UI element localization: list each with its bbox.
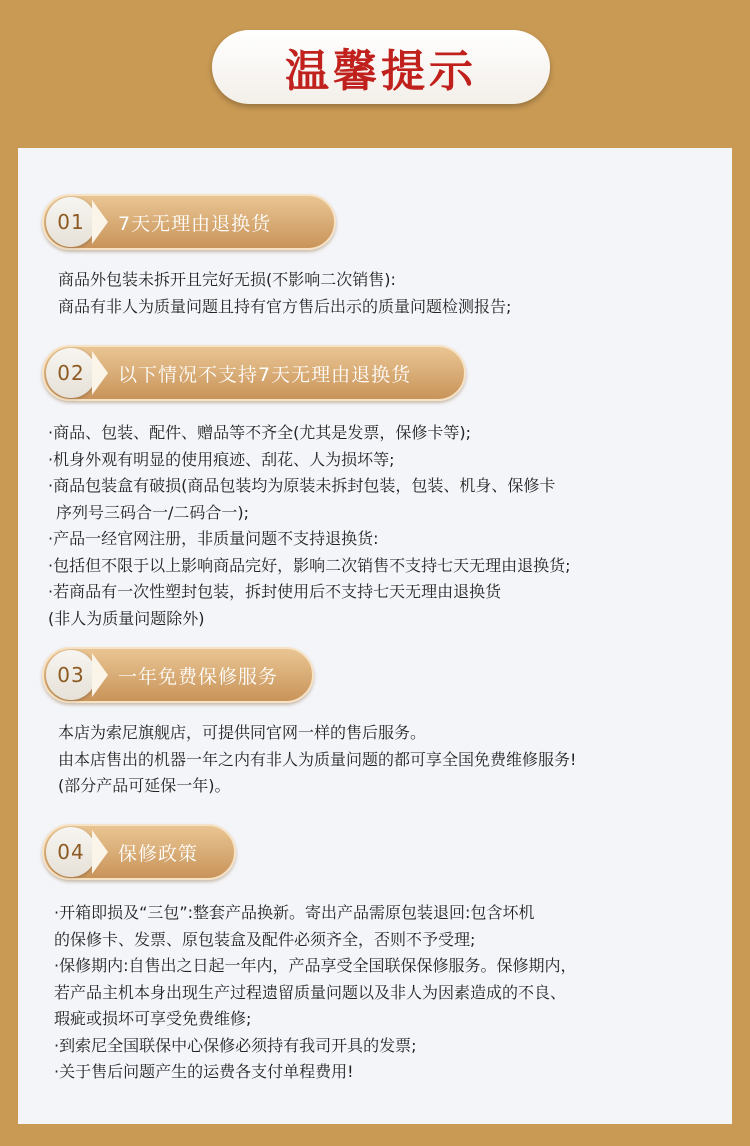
section-04-number: 04 [46,827,96,877]
text-line: ·到索尼全国联保中心保修必须持有我司开具的发票; [54,1035,417,1055]
section-01-header [42,194,336,250]
arrow-icon [92,653,108,697]
section-01-body [58,267,728,320]
text-line: ·包括但不限于以上影响商品完好，影响二次销售不支持七天无理由退换货; [48,555,571,575]
text-line: 若产品主机本身出现生产过程遗留质量问题以及非人为因素造成的不良、 [54,982,567,1002]
text-line: 序列号三码合一/二码合一); [56,502,250,522]
text-line: ·保修期内:自售出之日起一年内，产品享受全国联保保修服务。保修期内， [54,956,577,975]
arrow-icon [92,351,108,395]
text-line: ·产品一经官网注册，非质量问题不支持退换货: [48,529,379,548]
section-04-title: 保修政策 [118,842,199,865]
text-line: 的保修卡、发票、原包装盒及配件必须齐全，否则不予受理; [54,929,476,949]
notice-card [18,148,732,1124]
section-02-title: 以下情况不支持7天无理由退换货 [118,363,412,386]
text-line: ·关于售后问题产生的运费各支付单程费用! [54,1062,354,1081]
section-01-title: 7天无理由退换货 [118,212,272,235]
section-01-number: 01 [46,197,96,247]
text-line: 商品有非人为质量问题且持有官方售后出示的质量问题检测报告; [58,296,512,316]
section-03-body [58,720,728,800]
title-banner [212,30,550,104]
text-line: ·商品、包装、配件、赠品等不齐全(尤其是发票，保修卡等); [48,423,471,442]
text-line: 本店为索尼旗舰店，可提供同官网一样的售后服务。 [58,723,427,742]
section-02-body [48,420,718,632]
text-line: ·开箱即损及“三包”:整套产品换新。寄出产品需原包装退回:包含坏机 [54,903,535,922]
text-line: ·若商品有一次性塑封包装，拆封使用后不支持七天无理由退换货 [48,582,502,601]
text-line: 由本店售出的机器一年之内有非人为质量问题的都可享全国免费维修服务! [58,749,577,769]
text-line: ·机身外观有明显的使用痕迹、刮花、人为损坏等; [48,449,395,469]
section-04-body [54,900,724,1086]
text-line: (部分产品可延保一年)。 [58,776,231,795]
section-03-number: 03 [46,650,96,700]
text-line: 商品外包装未拆开且完好无损(不影响二次销售): [58,270,396,289]
arrow-icon [92,200,108,244]
section-02-header [42,345,466,401]
section-04-header [42,824,236,880]
text-line: 瑕疵或损坏可享受免费维修; [54,1009,252,1028]
text-line: (非人为质量问题除外) [48,608,205,628]
text-line: ·商品包装盒有破损(商品包装均为原装未拆封包装，包装、机身、保修卡 [48,476,556,495]
arrow-icon [92,830,108,874]
section-03-title: 一年免费保修服务 [118,665,279,688]
section-02-number: 02 [46,348,96,398]
page-title: 温馨提示 [285,46,477,97]
section-03-header [42,647,314,703]
